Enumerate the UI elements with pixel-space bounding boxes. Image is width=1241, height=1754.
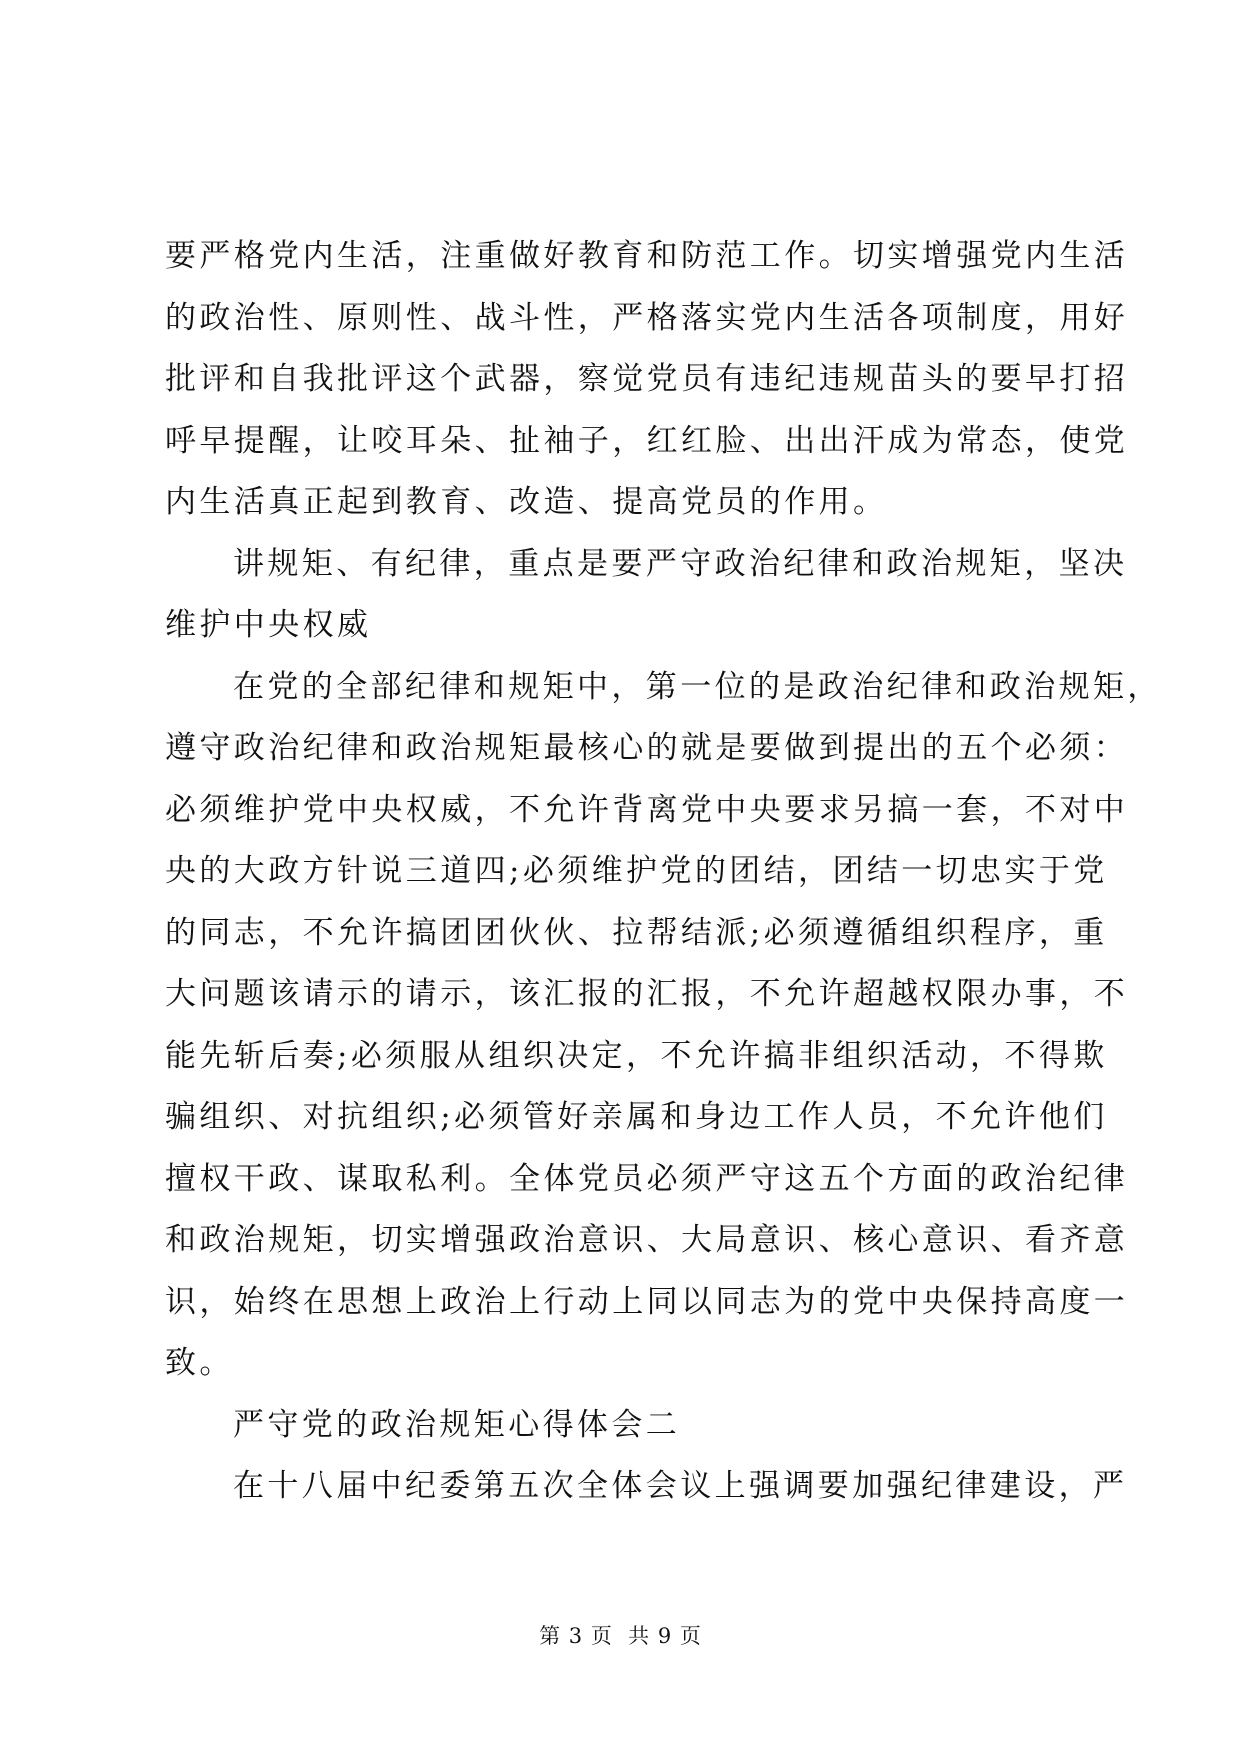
page-footer: 第 3 页 共 9 页 (539, 1624, 702, 1648)
text-line: 能先斩后奏;必须服从组织决定，不允许搞非组织活动，不得欺 (165, 1037, 1108, 1074)
text-line: 严守党的政治规矩心得体会二 (233, 1406, 681, 1443)
text-line: 骗组织、对抗组织;必须管好亲属和身边工作人员，不允许他们 (165, 1099, 1108, 1135)
text-line: 必须维护党中央权威，不允许背离党中央要求另搞一套，不对中 (165, 791, 1129, 828)
text-line: 和政治规矩，切实增强政治意识、大局意识、核心意识、看齐意 (165, 1222, 1129, 1258)
text-line: 的政治性、原则性、战斗性，严格落实党内生活各项制度，用好 (165, 299, 1129, 336)
body-text (165, 226, 1162, 1518)
text-line: 擅权干政、谋取私利。全体党员必须严守这五个方面的政治纪律 (165, 1160, 1129, 1197)
text-line: 呼早提醒，让咬耳朵、扯袖子，红红脸、出出汗成为常态，使党 (165, 422, 1129, 459)
text-line: 维护中央权威 (165, 607, 372, 643)
text-line: 遵守政治纪律和政治规矩最核心的就是要做到提出的五个必须： (165, 730, 1129, 766)
text-line: 央的大政方针说三道四;必须维护党的团结，团结一切忠实于党 (165, 853, 1108, 889)
text-line: 讲规矩、有纪律，重点是要严守政治纪律和政治规矩，坚决 (233, 545, 1128, 582)
text-line: 识，始终在思想上政治上行动上同以同志为的党中央保持高度一 (165, 1283, 1129, 1320)
text-line: 在十八届中纪委第五次全体会议上强调要加强纪律建设，严 (233, 1468, 1128, 1504)
text-line: 在党的全部纪律和规矩中，第一位的是政治纪律和政治规矩， (233, 668, 1162, 705)
text-line: 大问题该请示的请示，该汇报的汇报，不允许超越权限办事，不 (165, 976, 1129, 1012)
text-line: 批评和自我批评这个武器，察觉党员有违纪违规苗头的要早打招 (165, 361, 1129, 397)
text-line: 要严格党内生活，注重做好教育和防范工作。切实增强党内生活 (165, 238, 1129, 274)
text-line: 内生活真正起到教育、改造、提高党员的作用。 (165, 484, 888, 520)
text-line: 的同志，不允许搞团团伙伙、拉帮结派;必须遵循组织程序，重 (165, 914, 1108, 951)
text-line: 致。 (165, 1345, 234, 1381)
